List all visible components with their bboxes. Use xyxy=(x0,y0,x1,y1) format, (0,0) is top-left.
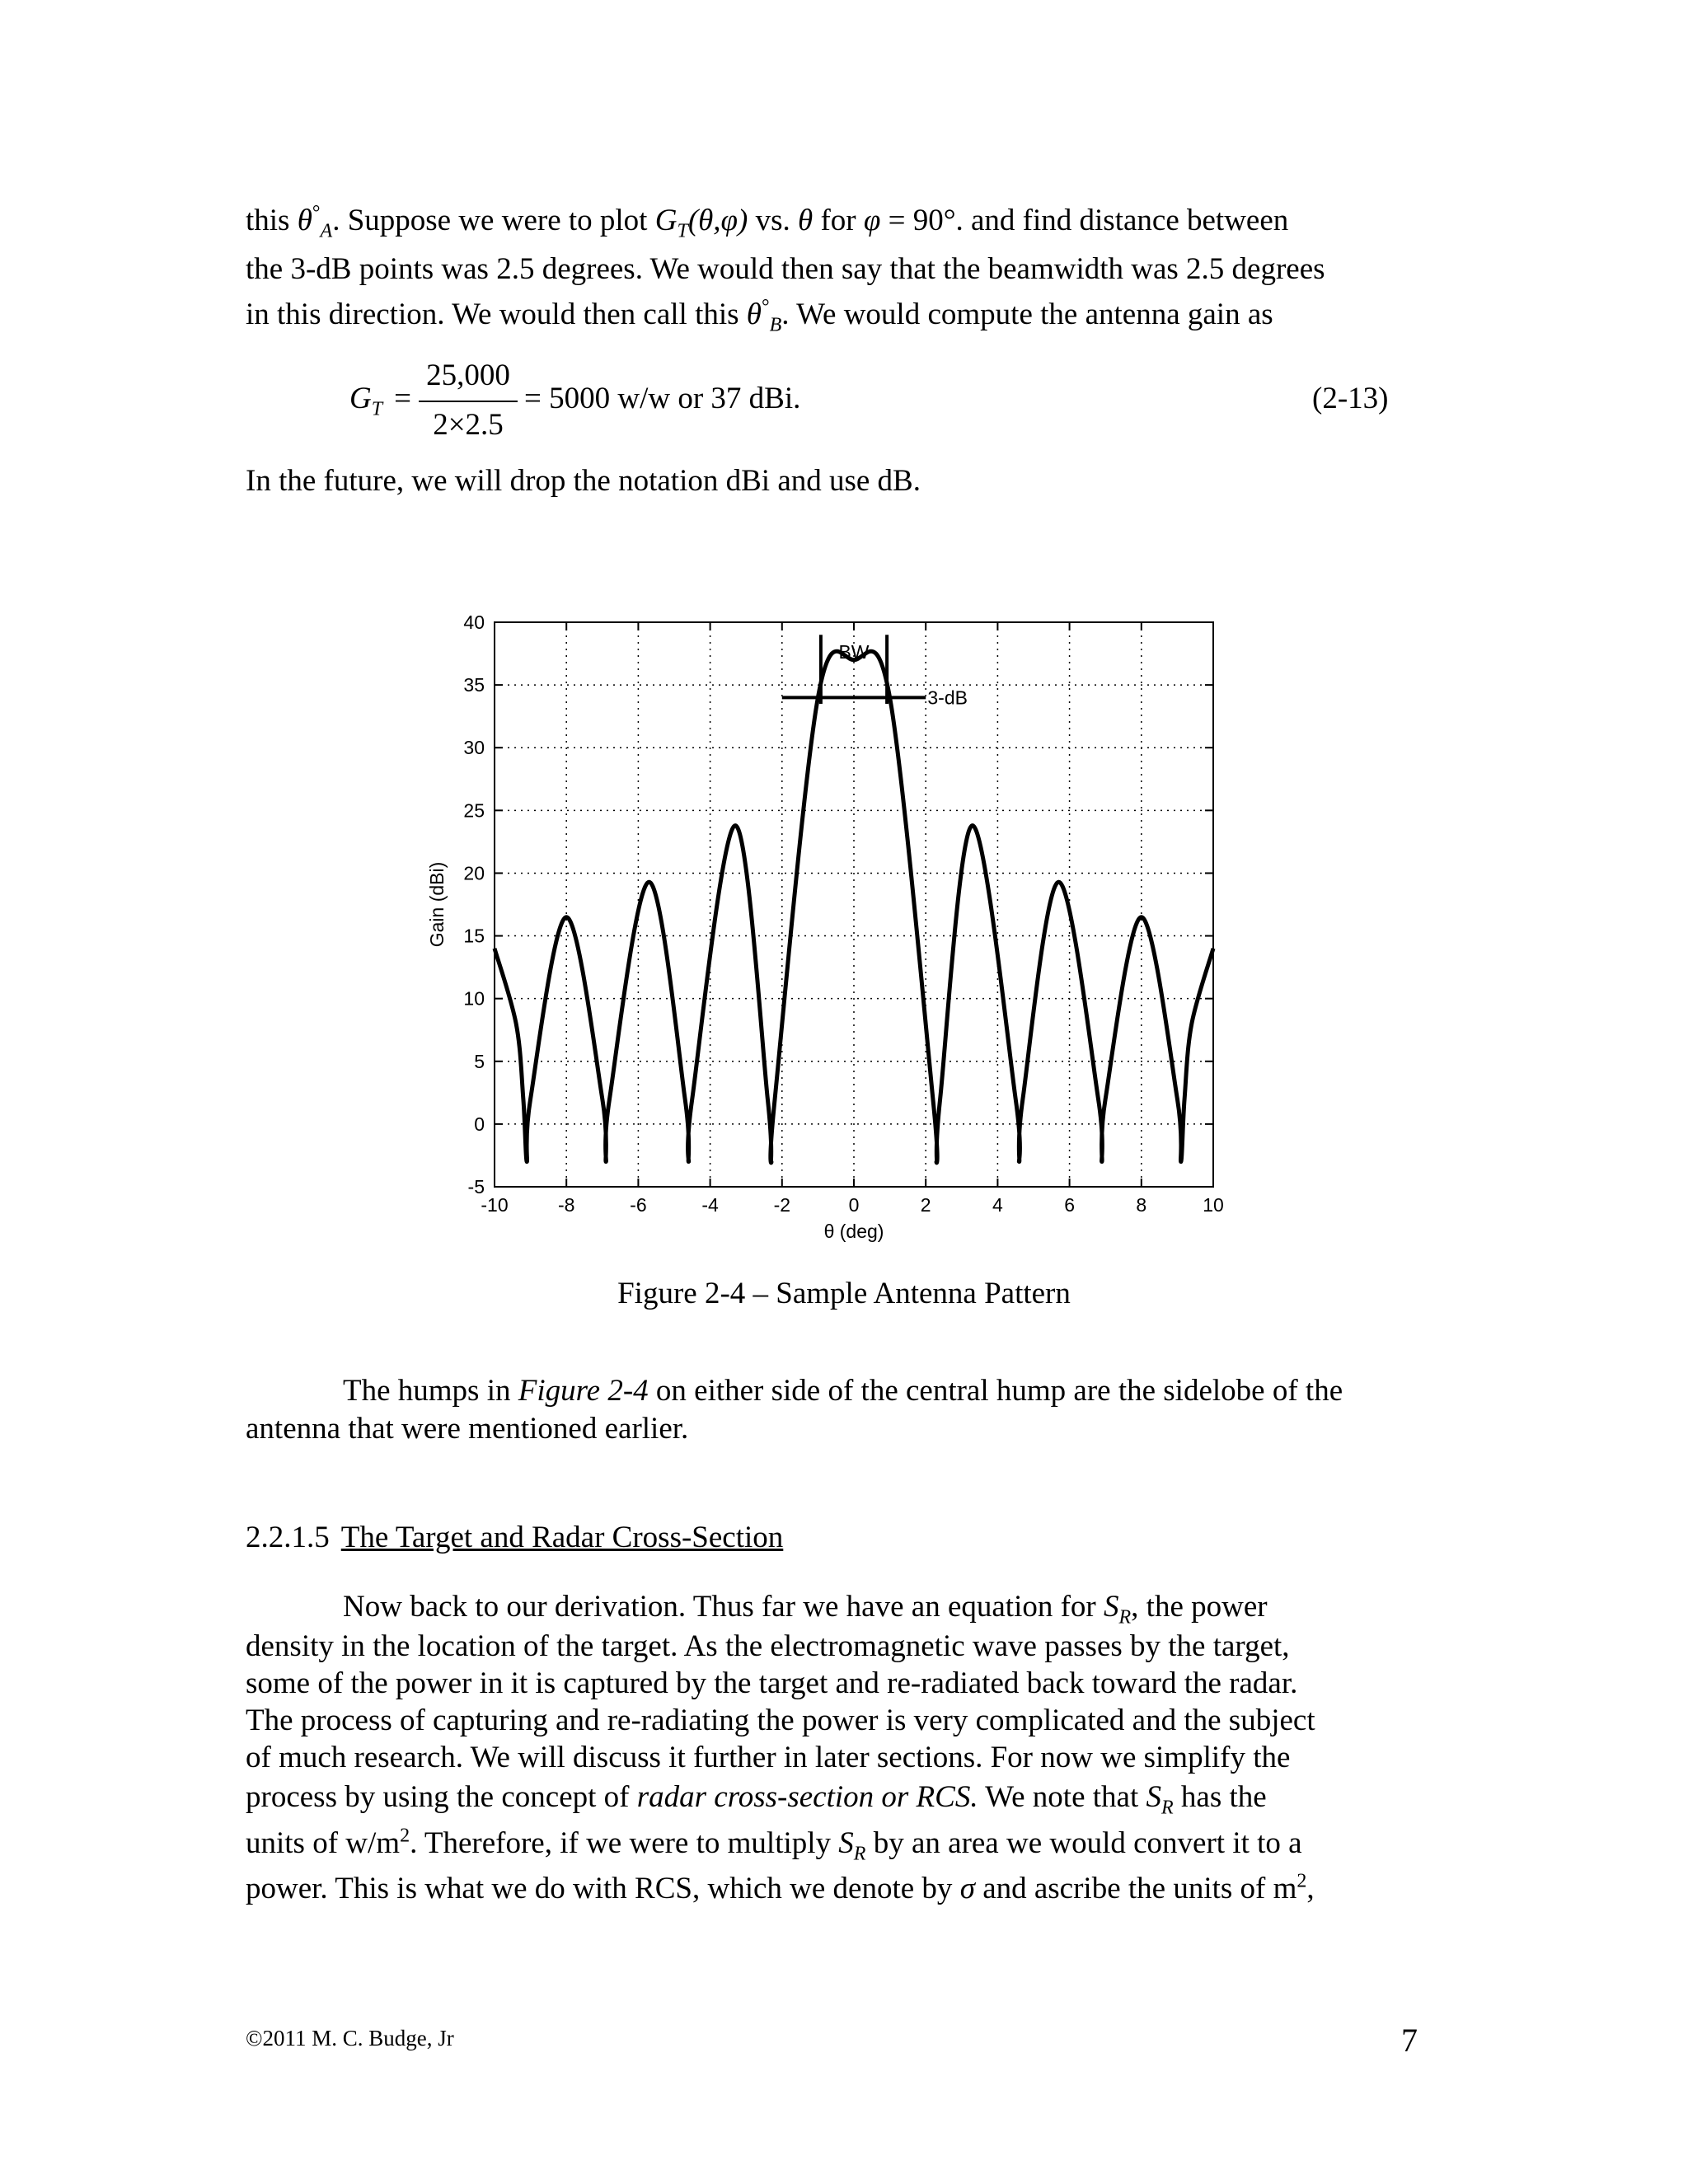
y-tick-label: 40 xyxy=(463,612,485,633)
figure-caption: Figure 2-4 – Sample Antenna Pattern xyxy=(617,1277,1071,1310)
paragraph-line: some of the power in it is captured by the target and re-radiated back toward the radar. xyxy=(246,1666,1298,1700)
equation-lhs: $G_T$ = xyxy=(349,382,411,420)
chart-annotations xyxy=(782,635,968,708)
y-tick-label: -5 xyxy=(467,1176,485,1197)
equation-rhs: = 5000 w/w or 37 dBi. xyxy=(524,382,801,415)
paragraph-line: this $\theta^\circ_A$. Suppose we were to plot $G_T(\theta,\varphi)$ vs. θ for φ = 90°. and find distance between xyxy=(246,202,1289,242)
paragraph-line: density in the location of the target. As the electromagnetic wave passes by the target, xyxy=(246,1629,1290,1663)
paragraph-line: antenna that were mentioned earlier. xyxy=(246,1412,689,1446)
y-tick-label: 25 xyxy=(463,799,485,822)
x-tick-label: -2 xyxy=(773,1194,791,1216)
x-tick-label: 4 xyxy=(992,1194,1003,1216)
paragraph-line: The humps in Figure 2-4 on either side of the central hump are the sidelobe of the xyxy=(343,1374,1343,1408)
y-tick-label: 30 xyxy=(463,737,485,759)
x-tick-label: 2 xyxy=(920,1194,931,1216)
y-axis-label: Gain (dBi) xyxy=(426,861,448,948)
section-title: The Target and Radar Cross-Section xyxy=(340,1521,784,1554)
section-heading xyxy=(246,1520,783,1555)
paragraph-line: units of $w/m^2$. Therefore, if we were to multiply $S_R$ by an area we would convert it to a xyxy=(246,1825,1302,1865)
y-tick-label: 5 xyxy=(474,1050,485,1072)
paragraph-line: Now back to our derivation. Thus far we have an equation for $S_R$, the power xyxy=(343,1590,1268,1629)
y-tick-label: 35 xyxy=(463,674,485,696)
paragraph-line: The process of capturing and re-radiating the power is very complicated and the subject xyxy=(246,1704,1315,1737)
copyright-footer: ©2011 M. C. Budge, Jr xyxy=(246,2026,454,2050)
paragraph-line: power. This is what we do with RCS, which we denote by σ and ascribe the units of $m^2$, xyxy=(246,1870,1315,1905)
section-number: 2.2.1.5 xyxy=(246,1521,330,1554)
x-tick-label: 8 xyxy=(1136,1194,1147,1216)
chart-ticks xyxy=(463,612,1223,1216)
paragraph-line: in this direction. We would then call this $\theta^\circ_B$. We would compute the antenna gain as xyxy=(246,296,1273,336)
equation-number: (2-13) xyxy=(1312,382,1389,415)
y-tick-label: 20 xyxy=(463,862,485,884)
y-tick-label: 10 xyxy=(463,987,485,1010)
x-tick-label: 6 xyxy=(1064,1194,1075,1216)
paragraph-line: of much research. We will discuss it further in later sections. For now we simplify the xyxy=(246,1741,1291,1774)
x-tick-label: 0 xyxy=(848,1194,860,1216)
x-tick-label: -10 xyxy=(481,1194,509,1216)
x-tick-label: 10 xyxy=(1203,1194,1224,1216)
page-number: 7 xyxy=(1401,2022,1418,2059)
bw-label: BW xyxy=(838,641,870,663)
x-tick-label: -6 xyxy=(630,1194,647,1216)
y-tick-label: 15 xyxy=(463,925,485,947)
three-db-label: 3-dB xyxy=(927,687,968,709)
x-tick-label: -8 xyxy=(557,1194,575,1216)
y-tick-label: 0 xyxy=(474,1113,485,1135)
paragraph-line: process by using the concept of radar cross-section or RCS. We note that $S_R$ has the xyxy=(246,1780,1267,1819)
paragraph-line: In the future, we will drop the notation dBi and use dB. xyxy=(246,464,921,498)
x-axis-label: θ (deg) xyxy=(823,1221,884,1242)
x-tick-label: -4 xyxy=(701,1194,719,1216)
equation-denominator: 2×2.5 xyxy=(433,408,504,442)
paragraph-line: the 3-dB points was 2.5 degrees. We would then say that the beamwidth was 2.5 degrees xyxy=(246,252,1325,286)
equation-numerator: 25,000 xyxy=(426,359,510,392)
